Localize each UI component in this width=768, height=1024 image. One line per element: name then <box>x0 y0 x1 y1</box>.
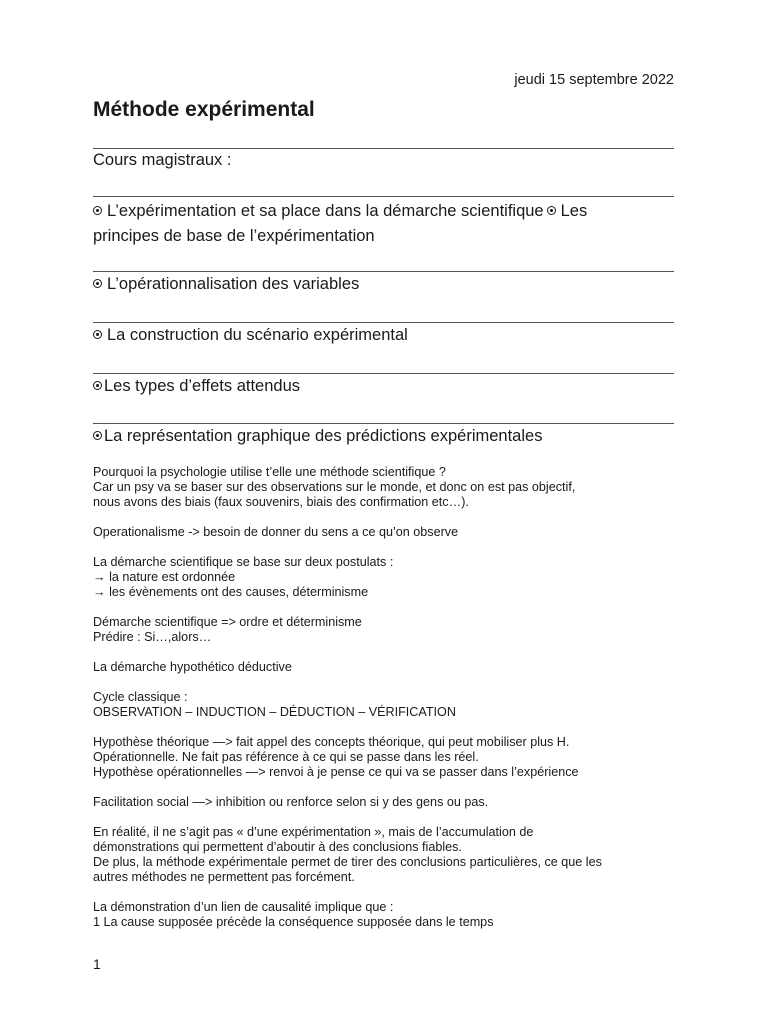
paragraph <box>93 555 683 600</box>
text-line: autres méthodes ne permettent pas forcément. <box>93 870 355 884</box>
text-line: Opérationnelle. Ne fait pas référence à ce qui se passe dans les réel. <box>93 750 479 764</box>
text-line: nous avons des biais (faux souvenirs, biais des confirmation etc…). <box>93 495 469 509</box>
text-line: → les évènements ont des causes, déterminisme <box>93 585 369 599</box>
paragraph <box>93 525 683 540</box>
text-line: Operationalisme -> besoin de donner du sens a ce qu’on observe <box>93 525 459 539</box>
bullet-text: Les <box>560 202 588 220</box>
bullet-text: L’opérationnalisation des variables <box>107 275 360 293</box>
bullet-text: L’expérimentation et sa place dans la démarche scientifique <box>107 202 544 220</box>
page-number: 1 <box>93 956 101 972</box>
text-line: Hypothèse théorique —> fait appel des concepts théorique, qui peut mobiliser plus H. <box>93 735 570 749</box>
bullet-item <box>93 424 674 449</box>
bullet-item <box>93 323 674 348</box>
bullet-text: La représentation graphique des prédictions expérimentales <box>104 427 543 445</box>
paragraph <box>93 465 683 510</box>
radio-bullet-icon <box>93 381 102 390</box>
date: jeudi 15 septembre 2022 <box>514 72 674 88</box>
divider <box>93 196 674 197</box>
text-line: La démarche hypothético déductive <box>93 660 292 674</box>
text-line: En réalité, il ne s’agit pas « d’une expérimentation », mais de l’accumulation de <box>93 825 534 839</box>
bullet-text: La construction du scénario expérimental <box>107 326 408 344</box>
radio-bullet-icon <box>93 431 102 440</box>
text-line: Hypothèse opérationnelles —> renvoi à je pense ce qui va se passer dans l’expérience <box>93 765 579 779</box>
paragraph <box>93 615 683 645</box>
document-page <box>93 0 674 1024</box>
page-title: Méthode expérimental <box>93 98 315 121</box>
bullet-text: Les types d’effets attendus <box>104 377 300 395</box>
paragraph <box>93 735 683 780</box>
text-line: OBSERVATION – INDUCTION – DÉDUCTION – VÉRIFICATION <box>93 705 456 719</box>
divider <box>93 148 674 149</box>
paragraph <box>93 900 683 930</box>
subtitle: Cours magistraux : <box>93 151 232 169</box>
text-line: La démarche scientifique se base sur deux postulats : <box>93 555 394 569</box>
text-line: démonstrations qui permettent d’aboutir à des conclusions fiables. <box>93 840 462 854</box>
text-line: Démarche scientifique => ordre et déterminisme <box>93 615 362 629</box>
paragraph <box>93 660 683 675</box>
radio-bullet-icon <box>93 206 102 215</box>
text-line: Facilitation social —> inhibition ou renforce selon si y des gens ou pas. <box>93 795 489 809</box>
text-line: De plus, la méthode expérimentale permet de tirer des conclusions particulières, ce que les <box>93 855 602 869</box>
bullet-item <box>93 374 674 399</box>
bullet-item <box>93 199 674 249</box>
text-line: Cycle classique : <box>93 690 188 704</box>
bullet-item <box>93 272 674 297</box>
text-line: La démonstration d’un lien de causalité implique que : <box>93 900 394 914</box>
paragraph <box>93 795 683 810</box>
paragraph <box>93 825 683 885</box>
text-line: 1 La cause supposée précède la conséquence supposée dans le temps <box>93 915 494 929</box>
notes-body <box>93 465 683 945</box>
paragraph <box>93 690 683 720</box>
text-line: → la nature est ordonnée <box>93 570 236 584</box>
radio-bullet-icon <box>93 279 102 288</box>
radio-bullet-icon <box>93 330 102 339</box>
radio-bullet-icon <box>547 206 556 215</box>
text-line: Car un psy va se baser sur des observations sur le monde, et donc on est pas objectif, <box>93 480 576 494</box>
text-line: Pourquoi la psychologie utilise t’elle une méthode scientifique ? <box>93 465 446 479</box>
text-line: Prédire : Si…,alors… <box>93 630 212 644</box>
bullet-text: principes de base de l’expérimentation <box>93 227 375 245</box>
